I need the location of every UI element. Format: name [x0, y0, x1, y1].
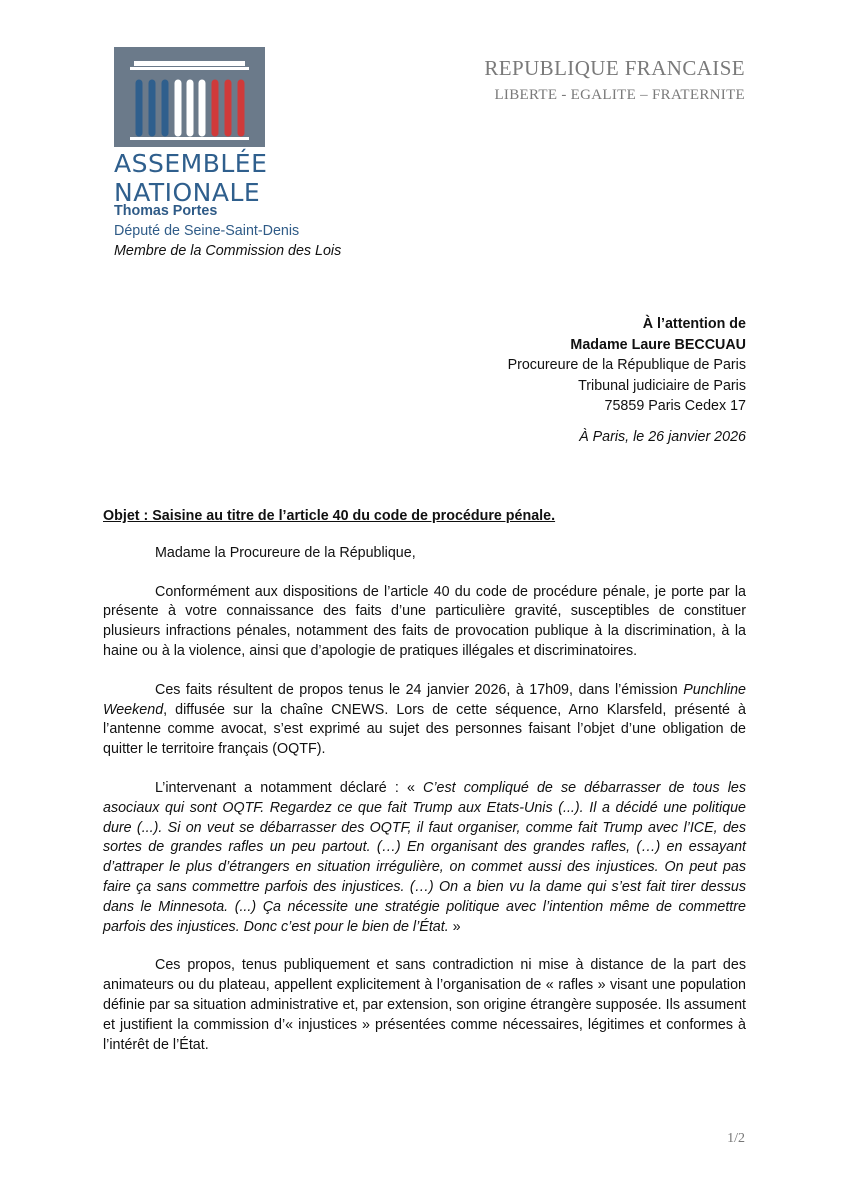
salutation: Madame la Procureure de la République, — [155, 544, 416, 561]
paragraph-2-start: Ces faits résultent de propos tenus le 24 janvier 2026, à 17h09, dans l’émission — [155, 681, 684, 698]
recipient-attention: À l’attention de — [642, 316, 746, 332]
sender-name: Thomas Portes — [114, 203, 218, 219]
sender-commission: Membre de la Commission des Lois — [114, 243, 342, 259]
republique-motto: LIBERTE - EGALITE – FRATERNITE — [494, 87, 745, 103]
paragraph-1: Conformément aux dispositions de l’article 40 du code de procédure pénale, je porte par la présente à votre connaissance des faits d’une particulière gravité, susceptibles de constituer plusieurs infractions pénales, notamment des faits de provocation publique à la discrimination, à la haine ou à la violence, ainsi que d’apologie de pratiques illégales et discriminatoires. — [103, 583, 746, 659]
recipient-block — [508, 314, 746, 417]
assemblee-nationale-logo — [114, 47, 269, 205]
sender-role: Député de Seine-Saint-Denis — [114, 223, 300, 239]
republique-header — [484, 56, 745, 104]
quote: C’est compliqué de se débarrasser de tous les asociaux qui sont OQTF. Regardez ce que fait Trump aux Etats-Unis (...). Il a décidé une politique dure (...). Si on veut se débarrasser des OQTF, il faut organiser, comme fait Trump avec l’ICE, des sortes de grandes rafles un peu partout. (…) En organisant des grandes rafles, (…) en essayant d’attraper le plus d’étrangers en situation irrégulière, on commet aussi des injustices. On peut pas faire ça sans commettre parfois des injustices. (…) On a bien vu la dame qui s’est fait tirer dessus dans le Minnesota. (...) Ça nécessite une stratégie politique avec l’intention même de commettre parfois des injustices. Donc c’est pour le bien de l’État. — [103, 779, 746, 935]
recipient-court: Tribunal judiciaire de Paris — [578, 377, 746, 394]
hemicycle-emblem — [114, 47, 265, 147]
logo-line-2: NATIONALE — [114, 178, 261, 207]
paragraph-4: Ces propos, tenus publiquement et sans contradiction ni mise à distance de la part des animateurs ou du plateau, appellent explicitement à l’organisation de « rafles » visant une population définie par sa situation administrative et, par extension, son origine étrangère supposée. Ils assument et justifient la commission d’« injustices » présentées comme nécessaires, légitimes et conformes à l’intérêt de l’État. — [103, 957, 746, 1053]
letter-date: À Paris, le 26 janvier 2026 — [579, 429, 746, 445]
paragraph-3-intro: L’intervenant a notamment déclaré : « — [155, 779, 424, 796]
recipient-name: Madame Laure BECCUAU — [570, 336, 746, 353]
recipient-title: Procureure de la République de Paris — [507, 357, 746, 373]
quote-close: » — [448, 918, 461, 935]
paragraph-2 — [103, 681, 746, 760]
paragraph-3 — [103, 779, 746, 937]
hemicycle-icon — [114, 47, 265, 147]
republique-title: REPUBLIQUE FRANCAISE — [484, 56, 745, 80]
show-title: Punchline Weekend — [103, 681, 746, 718]
logo-line-1: ASSEMBLÉE — [114, 149, 268, 178]
sender-block — [114, 201, 341, 261]
paragraph-2-end: , diffusée sur la chaîne CNEWS. Lors de cette séquence, Arno Klarsfeld, présenté à l’antenne comme avocat, s’est exprimé au sujet des personnes faisant l’objet d’une obligation de quitter le territoire français (OQTF). — [103, 701, 746, 758]
page-number: 1/2 — [727, 1131, 745, 1146]
letter-body — [103, 507, 746, 1074]
letter-subject: Objet : Saisine au titre de l’article 40 du code de procédure pénale. — [103, 508, 556, 524]
recipient-address: 75859 Paris Cedex 17 — [604, 398, 746, 414]
